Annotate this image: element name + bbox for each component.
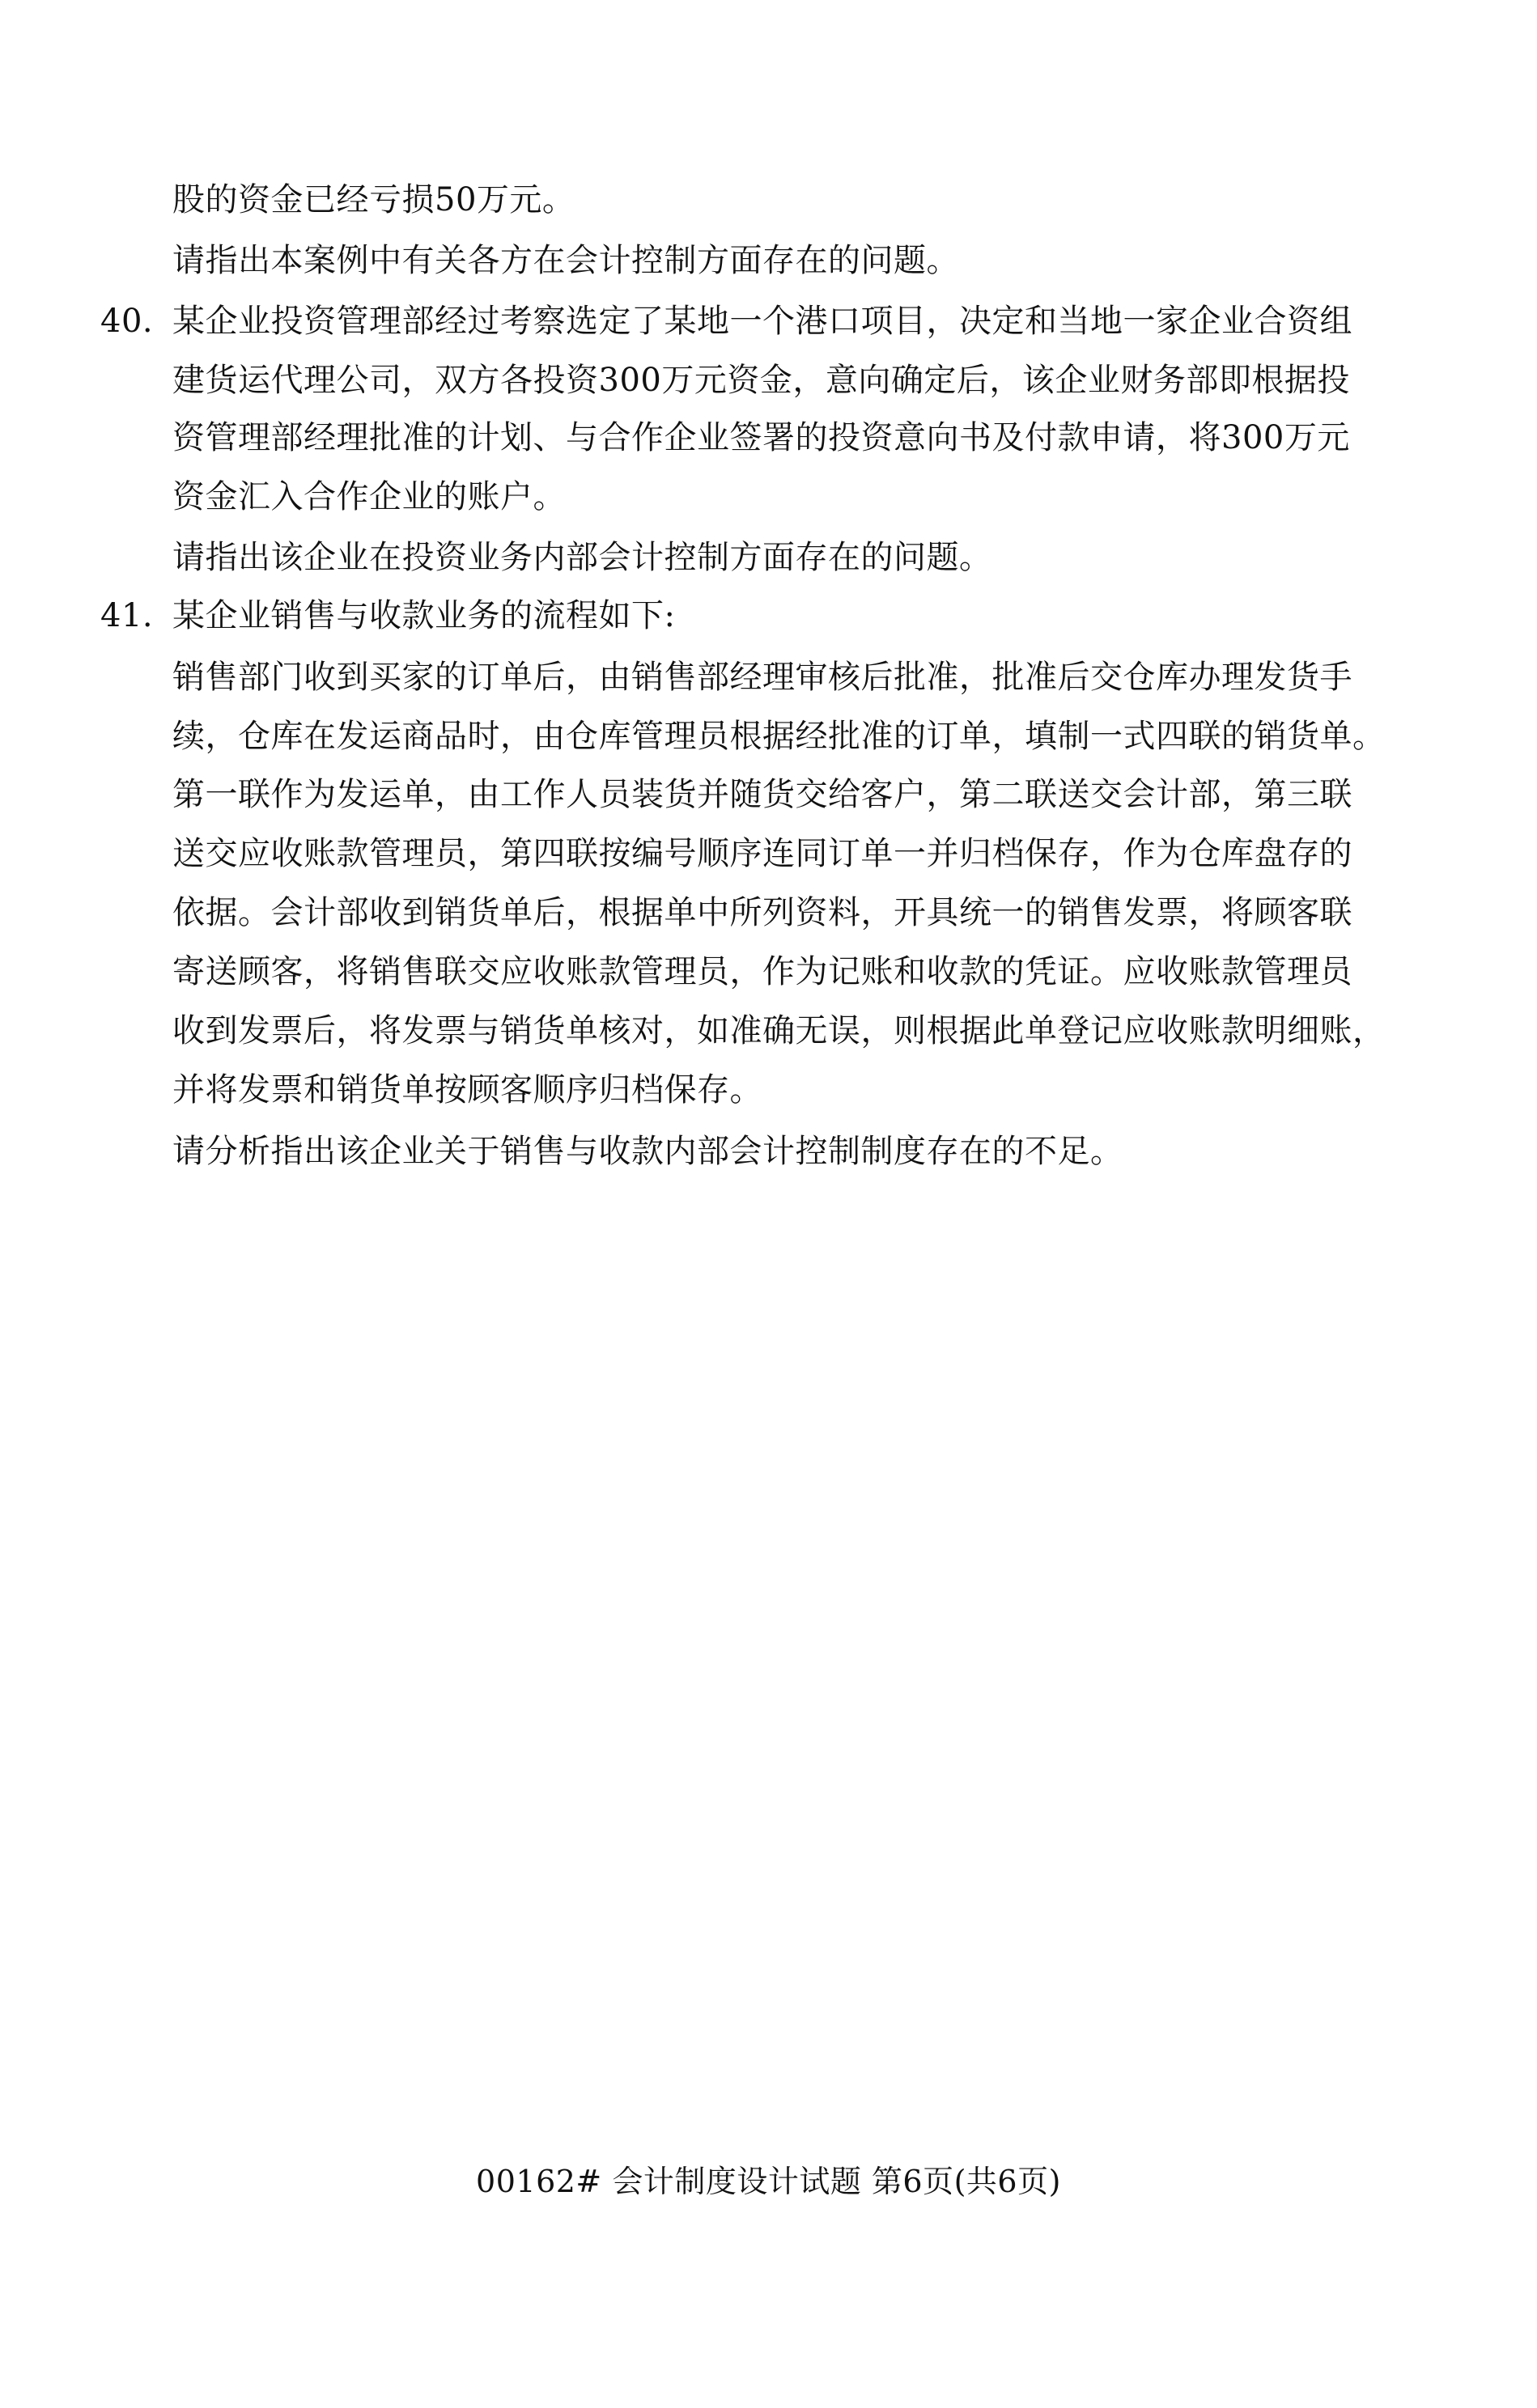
question-41-text-line: 并将发票和销货单按顾客顺序归档保存。 xyxy=(172,1071,762,1109)
question-41-text-line: 寄送顾客，将销售联交应收账款管理员，作为记账和收款的凭证。应收账款管理员 xyxy=(172,953,1352,990)
question-41-text-line: 第一联作为发运单，由工作人员装货并随货交给客户，第二联送交会计部，第三联 xyxy=(172,776,1352,813)
question-40-text-line: 资管理部经理批准的计划、与合作企业签署的投资意向书及付款申请，将300万元 xyxy=(172,419,1350,456)
question-41-text-line: 送交应收账款管理员，第四联按编号顺序连同订单一并归档保存，作为仓库盘存的 xyxy=(172,835,1352,872)
question-41-text-line: 某企业销售与收款业务的流程如下: xyxy=(172,597,676,634)
question-number-41: 41. xyxy=(100,597,154,634)
question-40-text-line: 建货运代理公司，双方各投资300万元资金，意向确定后，该企业财务部即根据投 xyxy=(172,362,1350,399)
page-footer: 00162# 会计制度设计试题 第6页(共6页) xyxy=(476,2164,1061,2199)
question-prompt-41: 请分析指出该企业关于销售与收款内部会计控制制度存在的不足。 xyxy=(172,1133,1123,1170)
question-41-text-line: 收到发票后，将发票与销货单核对，如准确无误，则根据此单登记应收账款明细账， xyxy=(172,1012,1386,1049)
question-41-text-line: 续，仓库在发运商品时，由仓库管理员根据经批准的订单，填制一式四联的销货单。 xyxy=(172,718,1386,755)
question-41-text-line: 依据。会计部收到销货单后，根据单中所列资料，开具统一的销售发票，将顾客联 xyxy=(172,894,1352,931)
question-40-text-line: 某企业投资管理部经过考察选定了某地一个港口项目，决定和当地一家企业合资组 xyxy=(172,303,1352,340)
question-40-first-line xyxy=(100,295,1352,348)
question-41-text-line: 销售部门收到买家的订单后，由销售部经理审核后批准，批准后交仓库办理发货手 xyxy=(172,659,1352,696)
question-number-40: 40. xyxy=(100,303,154,340)
question-40-text-line: 资金汇入合作企业的账户。 xyxy=(172,478,566,515)
question-41-first-line xyxy=(100,589,675,642)
question-prompt-40: 请指出该企业在投资业务内部会计控制方面存在的问题。 xyxy=(172,539,992,576)
question-prompt-39: 请指出本案例中有关各方在会计控制方面存在的问题。 xyxy=(172,242,959,279)
continued-text-line: 股的资金已经亏损50万元。 xyxy=(172,181,575,218)
